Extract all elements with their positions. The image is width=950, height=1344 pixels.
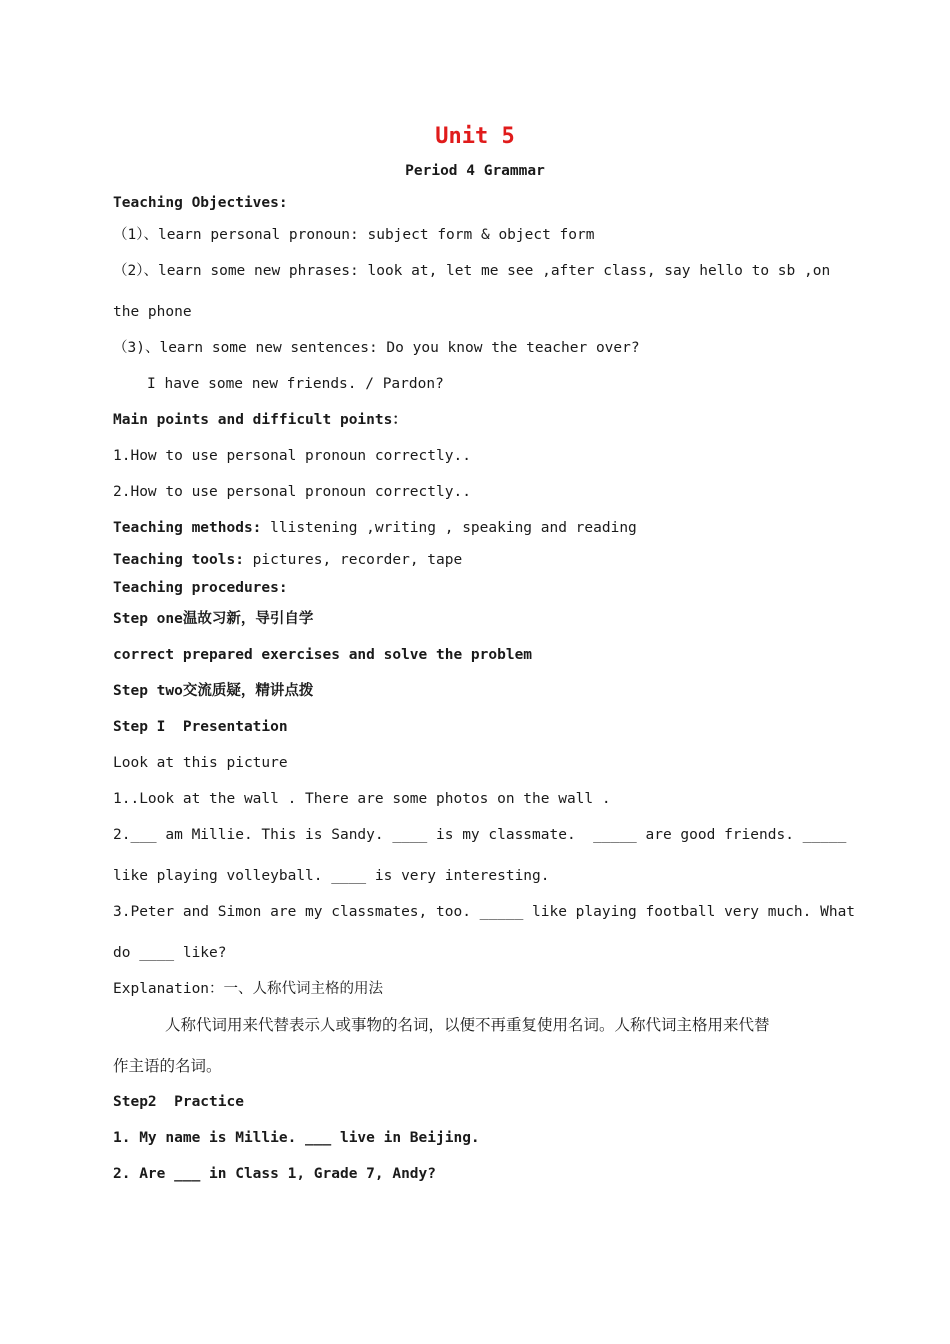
step-two-heading: Step two交流质疑，精讲点拨 [113,683,314,699]
objective-item-2-continued: the phone [113,304,192,320]
exercise-line-3-continued: do ____ like? [113,945,227,961]
step2-practice-heading: Step2 Practice [113,1094,244,1110]
exercise-line-2-continued: like playing volleyball. ____ is very interesting. [113,868,550,884]
teaching-methods-label: Teaching methods: [113,520,262,536]
objective-item-3-continued: I have some new friends. / Pardon? [147,376,444,392]
step-one-heading: Step one温故习新，导引自学 [113,611,314,627]
procedures-heading: Teaching procedures: [113,580,288,596]
exercise-line-3: 3.Peter and Simon are my classmates, too. _____ like playing football very much. What [113,904,856,920]
main-point-2: 2.How to use personal pronoun correctly.. [113,484,471,500]
exercise-line-1: 1..Look at the wall . There are some photos on the wall . [113,791,611,807]
exercise-line-2: 2.___ am Millie. This is Sandy. ____ is my classmate. _____ are good friends. _____ [113,827,847,843]
period-subtitle: Period 4 Grammar [405,163,545,179]
unit-title: Unit 5 [435,124,515,149]
main-point-1: 1.How to use personal pronoun correctly.. [113,448,471,464]
teaching-tools-value: pictures, recorder, tape [243,552,463,568]
practice-item-2: 2. Are ___ in Class 1, Grade 7, Andy? [113,1166,437,1182]
correct-exercises: correct prepared exercises and solve the problem [113,647,533,663]
teaching-tools [113,550,462,570]
explanation-text: 人称代词用来代替表示人或事物的名词，以便不再重复使用名词。人称代词主格用来代替 [165,1016,770,1034]
step-i-presentation: Step I Presentation [113,719,288,735]
explanation-heading: Explanation：一、人称代词主格的用法 [113,981,384,997]
teaching-methods-value: llistening ,writing , speaking and reading [261,520,637,536]
teaching-tools-label: Teaching tools: [113,552,244,568]
objective-item-3: （3)、learn some new sentences: Do you know the teacher over? [113,340,640,356]
teaching-methods [113,518,637,538]
objective-item-2: （2）、learn some new phrases: look at, let me see ,after class, say hello to sb ,on [113,263,831,279]
explanation-text-continued: 作主语的名词。 [113,1057,222,1075]
look-at-picture: Look at this picture [113,755,288,771]
main-points-heading: Main points and difficult points： [113,412,407,428]
practice-item-1: 1. My name is Millie. ___ live in Beijing. [113,1130,480,1146]
objectives-heading: Teaching Objectives: [113,195,288,211]
objective-item-1: （1）、learn personal pronoun: subject form & object form [113,227,595,243]
